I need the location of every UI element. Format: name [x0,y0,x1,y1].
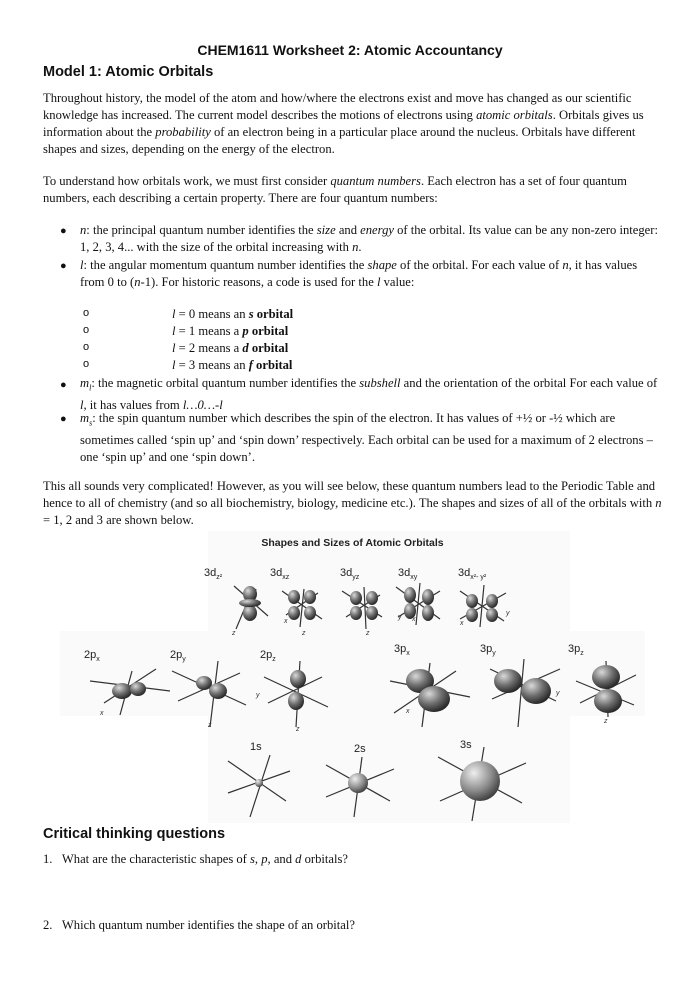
sub-bullet-marker: o [83,307,90,319]
periodic-table-paragraph: This all sounds very complicated! However, as you will see below, these quantum numbers lead to the Periodic Table and hence to all of chemistry (and so all biochemistry, biology, medicine etc.). The shapes and sizes of all of the orbitals with n = 1, 2 and 3 are shown below. [43,479,662,527]
bullet-magnetic-quantum-number: $m_l$: the magnetic orbital quantum number identifies the subshell and the orientation of the orbital For each value of l, it has values from l…0…-l [80,376,658,412]
page-title: CHEM1611 Worksheet 2: Atomic Accountancy [197,42,503,58]
svg-text:x: x [284,618,288,625]
bullet-marker: ● [60,379,67,391]
svg-text:x: x [412,616,416,623]
questions-heading: Critical thinking questions [43,826,226,842]
svg-text:x: x [100,710,104,717]
label-3px: $3p_x$ [394,643,410,658]
l-code-s: l = 0 means an s orbital [172,307,294,321]
label-3dyz: $3d_{yz}$ [340,567,360,582]
sub-bullet-marker: o [83,324,90,336]
bullet-marker: ● [60,413,67,425]
label-3dxz: $3d_{xz}$ [270,567,290,582]
l-code-f: l = 3 means an f orbital [172,358,293,372]
bullet-marker: ● [60,260,67,272]
l-code-d: l = 2 means a d orbital [172,341,289,355]
svg-text:y: y [556,690,560,697]
model-heading: Model 1: Atomic Orbitals [43,64,214,80]
label-2px: $2p_x$ [84,649,100,664]
figure-title: Shapes and Sizes of Atomic Orbitals [261,537,444,549]
l-code-p: l = 1 means a p orbital [172,324,289,338]
label-3pz: $3p_z$ [568,643,584,658]
svg-text:y: y [506,610,510,617]
sub-bullet-marker: o [83,341,90,353]
svg-text:x: x [460,620,464,627]
svg-text:y: y [398,614,402,621]
svg-text:z: z [296,726,300,733]
svg-text:x: x [406,708,410,715]
bullet-angular-quantum-number: l: the angular momentum quantum number identifies the shape of the orbital. For each value of n, it has values from 0 to (n-1). For historic reasons, a code is used for the l value: [80,258,638,289]
svg-text:z: z [604,718,608,725]
label-2pz: $2p_z$ [260,649,276,664]
label-3py: $3p_y$ [480,643,496,658]
bullet-spin-quantum-number: $m_s$: the spin quantum number which describes the spin of the electron. It has values of +½ or -½ which are sometimes called ‘spin up’ and ‘spin down’ respectively. Each orbital can be used for a maximum of 2 electrons – one ‘spin up’ and one ‘spin down’. [80,411,653,464]
intro-paragraph: Throughout history, the model of the atom and how/where the electrons exist and move has changed as our scientific knowledge has increased. The current model describes the motions of electrons using atomic orbitals. Orbitals gives us information about the probability of an electron being in a particular place around the nucleus. Orbitals have different shapes and sizes, depending on the energy of the electron. [43,91,644,156]
label-3dxy: $3d_{xy}$ [398,567,418,582]
svg-text:z: z [366,630,370,637]
sub-bullet-marker: o [83,358,90,370]
svg-text:y: y [256,692,260,699]
quantum-numbers-paragraph: To understand how orbitals work, we must first consider quantum numbers. Each electron has a set of four quantum numbers, each describing a certain property. There are four quantum numbers: [43,174,627,205]
label-3dx2-y2: $3d_{x^2- y^2}$ [458,567,487,582]
label-1s: 1s [250,741,262,753]
label-2s: 2s [354,743,366,755]
bullet-principal-quantum-number: n: the principal quantum number identifies the size and energy of the orbital. Its value can be any non-zero integer: 1, 2, 3, 4... with the size of the orbital increasing with n. [80,223,658,254]
label-3dz2: $3d_{z^2}$ [204,567,223,582]
bullet-marker: ● [60,225,67,237]
svg-text:z: z [208,722,212,729]
question-1: 1. What are the characteristic shapes of s, p, and d orbitals? [43,852,348,866]
svg-text:z: z [232,630,236,637]
orbitals-figure [60,531,645,823]
label-3s: 3s [460,739,472,751]
label-2py: $2p_y$ [170,649,186,664]
svg-text:z: z [302,630,306,637]
question-2: 2. Which quantum number identifies the shape of an orbital? [43,918,355,932]
